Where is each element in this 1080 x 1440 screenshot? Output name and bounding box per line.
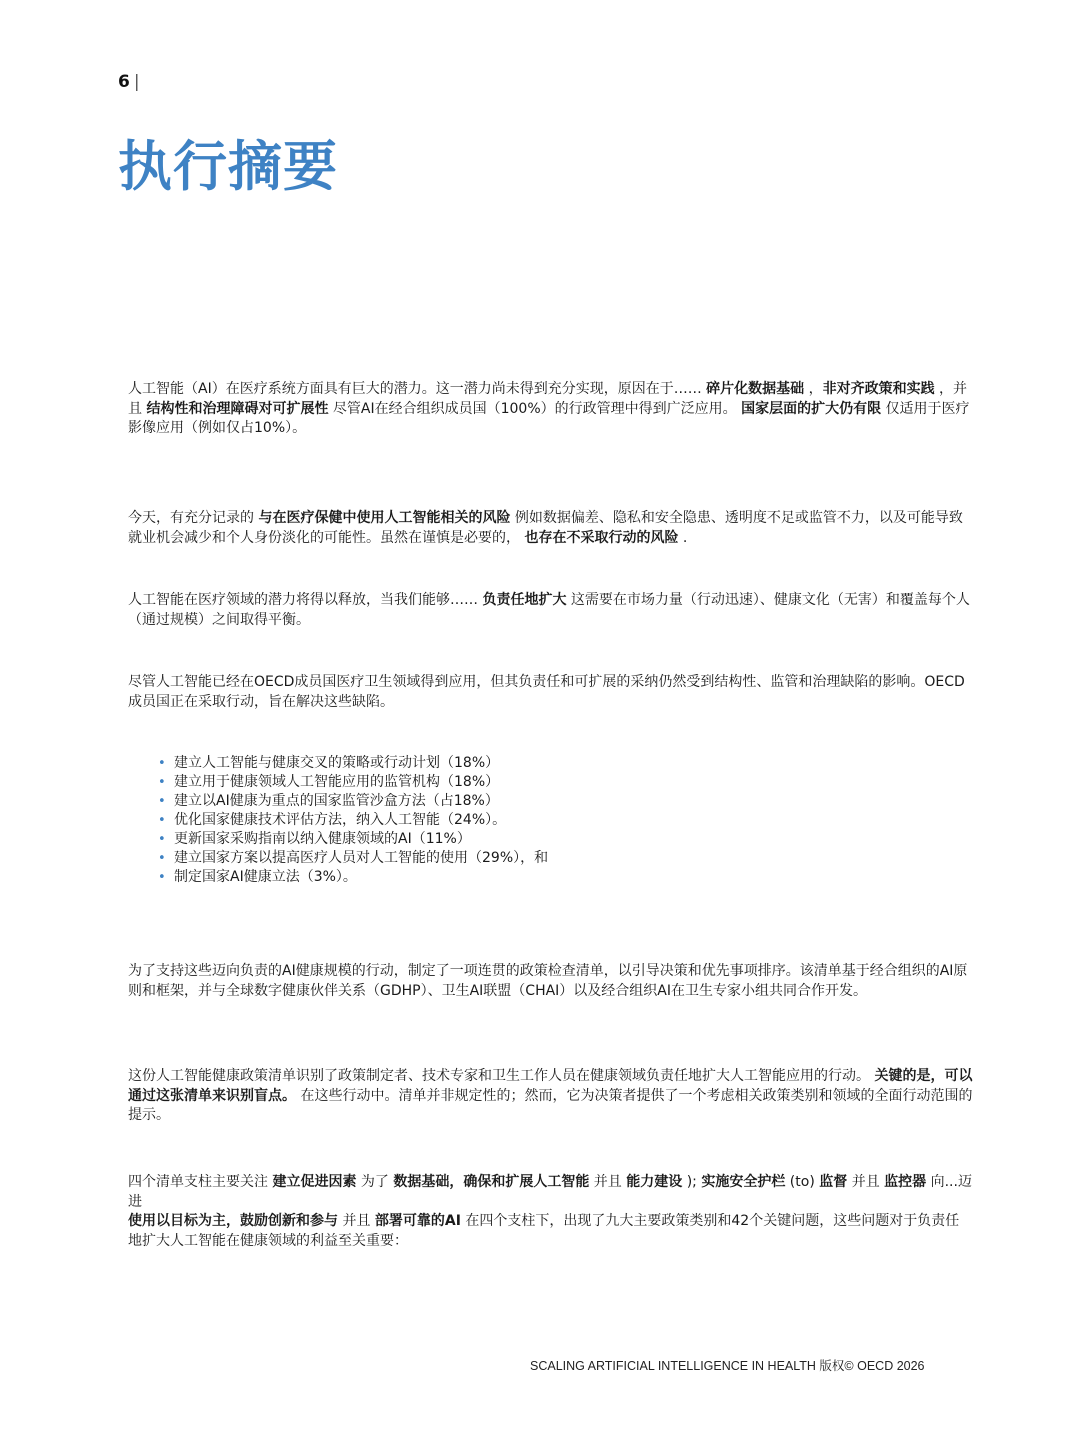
paragraph-2 xyxy=(128,509,973,548)
emphasis-text: 使用以目标为主，鼓励创新和参与 xyxy=(128,1213,338,1229)
paragraph-1 xyxy=(128,380,973,439)
emphasis-text: 国家层面的扩大仍有限 xyxy=(741,400,882,417)
body-text: 并且 xyxy=(589,1174,627,1190)
body-text: 为了支持这些迈向负责的AI健康规模的行动，制定了一项连贯的政策检查清单，以引导决策和优先事项排序。该清单基于经合组织的AI原则和框架，并与全球数字健康伙伴关系（GDHP）、卫生AI联盟（CHAI）以及经合组织AI在卫生专家小组共同合作开发。 xyxy=(128,963,968,999)
body-text: 今天，有充分记录的 xyxy=(128,510,259,526)
emphasis-text: 与在医疗保健中使用人工智能相关的风险 xyxy=(258,510,511,526)
bullet-item: • 建立用于健康领域人工智能应用的监管机构（18%） xyxy=(158,773,548,792)
body-text: 人工智能在医疗领域的潜力将得以释放，当我们能够…… xyxy=(128,592,483,608)
emphasis-text: 碎片化数据基础 xyxy=(706,381,805,397)
paragraph-6 xyxy=(128,1067,973,1126)
bullet-item: • 更新国家采购指南以纳入健康领域的AI（11%） xyxy=(158,830,548,849)
body-text: 这份人工智能健康政策清单识别了政策制定者、技术专家和卫生工作人员在健康领域负责任地扩大人工智能应用的行动。 xyxy=(128,1068,875,1084)
page-number-separator: | xyxy=(133,72,140,92)
body-text: 尽管AI在经合组织成员国（100%）的行政管理中得到广泛应用。 xyxy=(328,400,742,417)
body-text: ，并且 xyxy=(128,381,968,417)
paragraph-8 xyxy=(128,1212,973,1251)
body-text: 仅适用于医疗影像应用（例如仅占10%）。 xyxy=(128,400,970,436)
emphasis-text: 结构性和治理障碍对可扩展性 xyxy=(146,400,329,417)
bullet-item: • 建立人工智能与健康交叉的策略或行动计划（18%） xyxy=(158,754,548,773)
emphasis-text: 关键的是，可以通过这张清单来识别盲点。 xyxy=(128,1068,973,1104)
bullet-item: • 优化国家健康技术评估方法，纳入人工智能（24%）。 xyxy=(158,811,548,830)
body-text: 这需要在市场力量（行动迅速）、健康文化（无害）和覆盖每个人（通过规模）之间取得平衡。 xyxy=(128,592,970,628)
page-number-value: 6 xyxy=(118,72,130,92)
body-text: 尽管人工智能已经在OECD成员国医疗卫生领域得到应用，但其负责任和可扩展的采纳仍然受到结构性、监管和治理缺陷的影响。OECD成员国正在采取行动，旨在解决这些缺陷。 xyxy=(128,674,965,710)
page-footer: SCALING ARTIFICIAL INTELLIGENCE IN HEALTH 版权© OECD 2026 xyxy=(530,1359,925,1373)
emphasis-text: 实施安全护栏 xyxy=(701,1174,786,1190)
body-text: 并且 xyxy=(338,1213,375,1229)
action-bullet-list xyxy=(158,754,548,887)
body-text: 在这些行动中。清单并非规定性的；然而，它为决策者提供了一个考虑相关政策类别和领域的全面行动范围的提示。 xyxy=(128,1087,973,1123)
body-text: 四个清单支柱主要关注 xyxy=(128,1174,273,1190)
body-text: 例如数据偏差、隐私和安全隐患、透明度不足或监管不力，以及可能导致就业机会减少和个人身份淡化的可能性。虽然在谨慎是必要的， xyxy=(128,510,963,546)
emphasis-text: 监控器 xyxy=(884,1174,927,1190)
body-text: ); xyxy=(682,1174,702,1190)
bullet-item: • 制定国家AI健康立法（3%）。 xyxy=(158,868,548,887)
bullet-item: • 建立国家方案以提高医疗人员对人工智能的使用（29%），和 xyxy=(158,849,548,868)
body-text: 向...迈进 xyxy=(128,1174,972,1210)
body-text: 人工智能（AI）在医疗系统方面具有巨大的潜力。这一潜力尚未得到充分实现，原因在于…… xyxy=(128,381,707,397)
body-text: 为了 xyxy=(356,1174,394,1190)
emphasis-text: 部署可靠的AI xyxy=(374,1213,461,1229)
emphasis-text: 负责任地扩大 xyxy=(482,592,567,608)
bullet-item: • 建立以AI健康为重点的国家监管沙盒方法（占18%） xyxy=(158,792,548,811)
emphasis-text: 数据基础，确保和扩展人工智能 xyxy=(393,1174,590,1190)
emphasis-text: 也存在不采取行动的风险 xyxy=(524,529,679,546)
paragraph-3 xyxy=(128,591,973,630)
emphasis-text: 非对齐政策和实践 xyxy=(822,381,935,397)
emphasis-text: 建立促进因素 xyxy=(272,1174,357,1190)
body-text: (to) xyxy=(785,1174,820,1190)
paragraph-5 xyxy=(128,962,973,1001)
page-number xyxy=(118,72,140,92)
paragraph-7 xyxy=(128,1173,973,1212)
page-title: 执行摘要 xyxy=(118,135,338,198)
emphasis-text: 能力建设 xyxy=(626,1174,683,1190)
body-text: 并且 xyxy=(847,1174,885,1190)
paragraph-4 xyxy=(128,673,973,712)
emphasis-text: 监督 xyxy=(819,1174,848,1190)
body-text: ， xyxy=(804,381,823,397)
body-text: . xyxy=(678,529,688,546)
body-text: 在四个支柱下，出现了九大主要政策类别和42个关键问题，这些问题对于负责任地扩大人工智能在健康领域的利益至关重要： xyxy=(128,1213,960,1249)
